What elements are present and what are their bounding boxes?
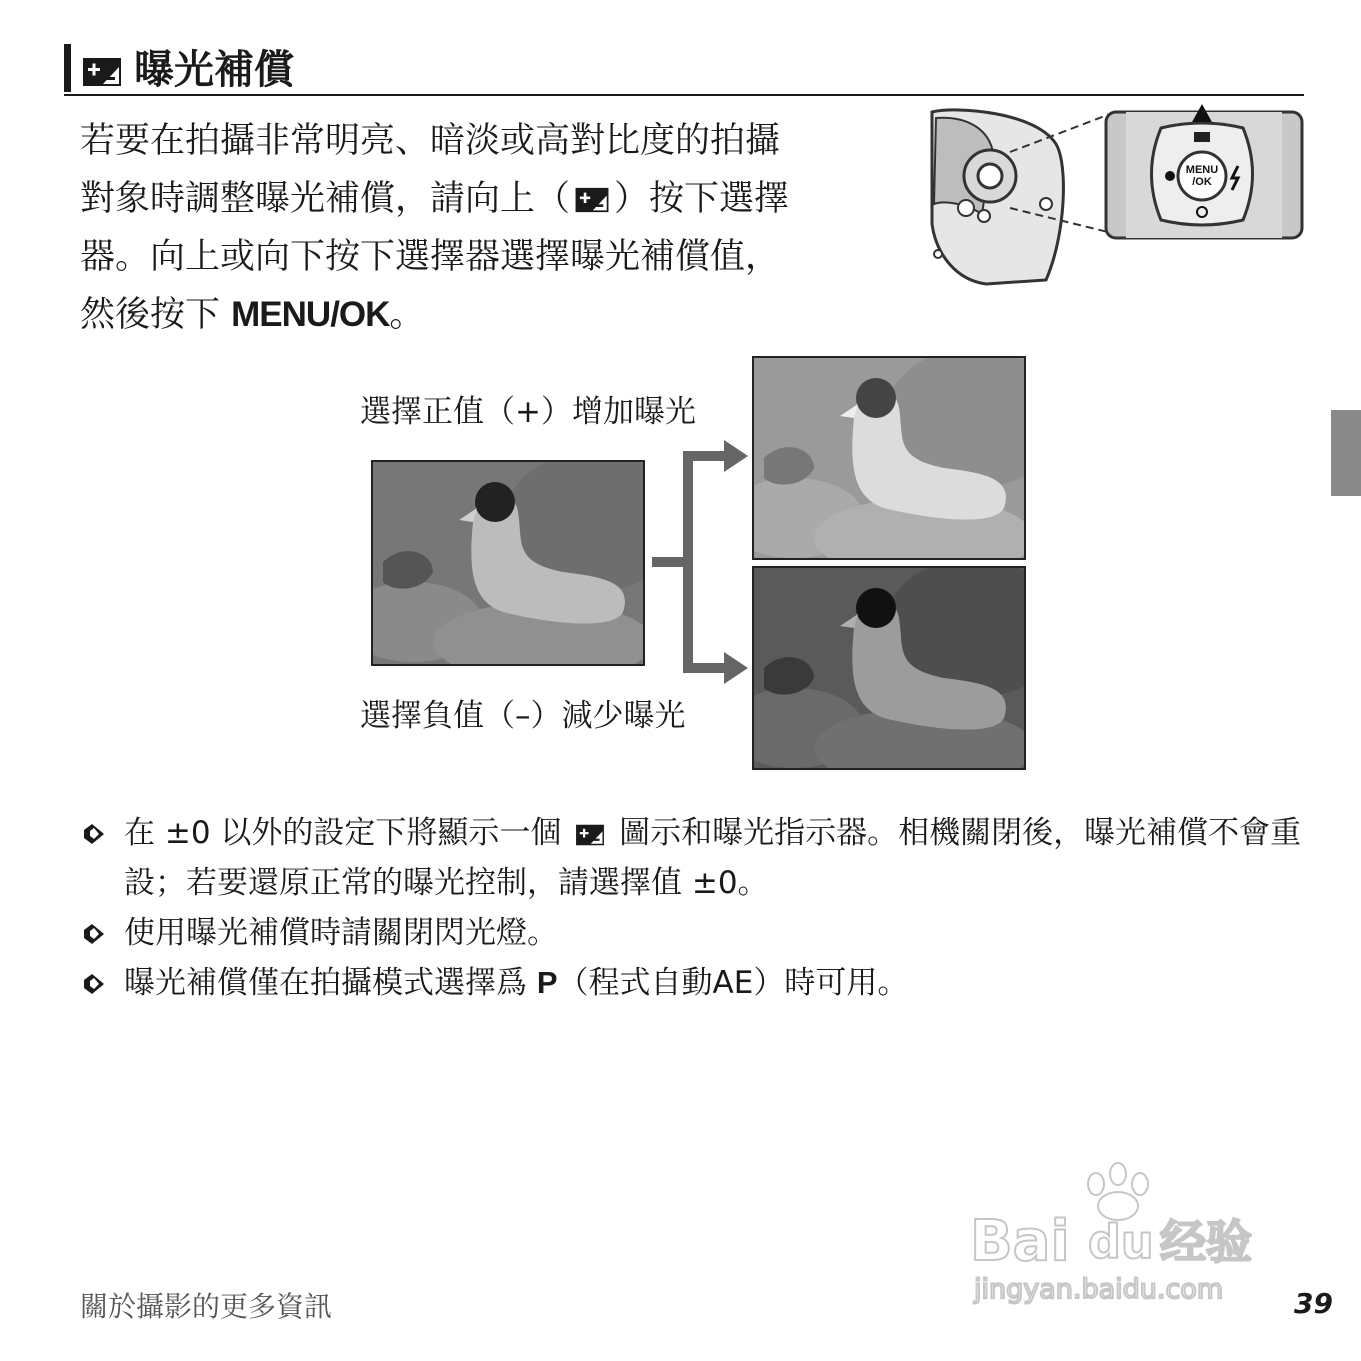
note-item: 使用曝光補償時請關閉閃光燈。 [78, 908, 1318, 958]
page-title [82, 38, 294, 95]
note-icon [82, 822, 106, 846]
camera-icon [932, 110, 1063, 284]
exposure-compensation-icon [575, 824, 605, 846]
baidu-paw-icon [1088, 1163, 1148, 1220]
page-number: 39 [1294, 1287, 1333, 1320]
watermark-brand: Bai [970, 1209, 1070, 1274]
intro-line: 然後按下 MENU/OK。 [80, 295, 425, 335]
menu-ok-label: MENU/OK [231, 295, 390, 334]
note-icon [82, 922, 106, 946]
watermark-brand-du: du [1088, 1215, 1154, 1269]
macro-icon [1165, 171, 1175, 181]
exposure-compensation-icon [82, 57, 122, 87]
intro-line: 對象時調整曝光補償，請向上（ ）按下選擇 [80, 179, 790, 219]
title-bar-accent [64, 44, 71, 92]
title-rule [64, 94, 1304, 96]
intro-line: 若要在拍攝非常明亮、暗淡或高對比度的拍攝 [80, 121, 781, 161]
footer-section: 關於攝影的更多資訊 [80, 1290, 333, 1323]
camera-illustration [926, 104, 1306, 288]
ok-button-text: /OK [1192, 176, 1212, 188]
photo-original [371, 460, 645, 666]
title-text: 曝光補償 [134, 47, 294, 93]
note-item: 曝光補償僅在拍攝模式選擇爲 P（程式自動AE）時可用。 [78, 958, 1318, 1008]
arrow-icon [648, 436, 752, 686]
menu-button-text: MENU [1185, 164, 1219, 176]
note-icon [82, 972, 106, 996]
intro-paragraph [80, 112, 910, 344]
program-mode-label: P [536, 965, 558, 1000]
intro-line: 器。向上或向下按下選擇器選擇曝光補償值， [80, 237, 781, 277]
note-item: 在 ±0 以外的設定下將顯示一個 圖示和曝光指示器。相機關閉後，曝光補償不會重設；若要還原正常的曝光控制，請選擇值 ±0。 [78, 808, 1318, 908]
side-tab [1331, 410, 1361, 496]
caption-minus: 選擇負值（–）減少曝光 [360, 698, 686, 734]
caption-plus: 選擇正值（+）增加曝光 [360, 394, 696, 430]
notes-list [78, 808, 1318, 1008]
watermark-url: jingyan.baidu.com [974, 1274, 1224, 1305]
watermark-brand-jingyan: 经验 [1160, 1215, 1252, 1269]
trash-ev-icon [1194, 132, 1210, 142]
photo-darker [752, 566, 1026, 770]
photo-brighter [752, 356, 1026, 560]
exposure-compensation-icon [574, 187, 610, 213]
baidu-watermark [960, 1160, 1280, 1310]
